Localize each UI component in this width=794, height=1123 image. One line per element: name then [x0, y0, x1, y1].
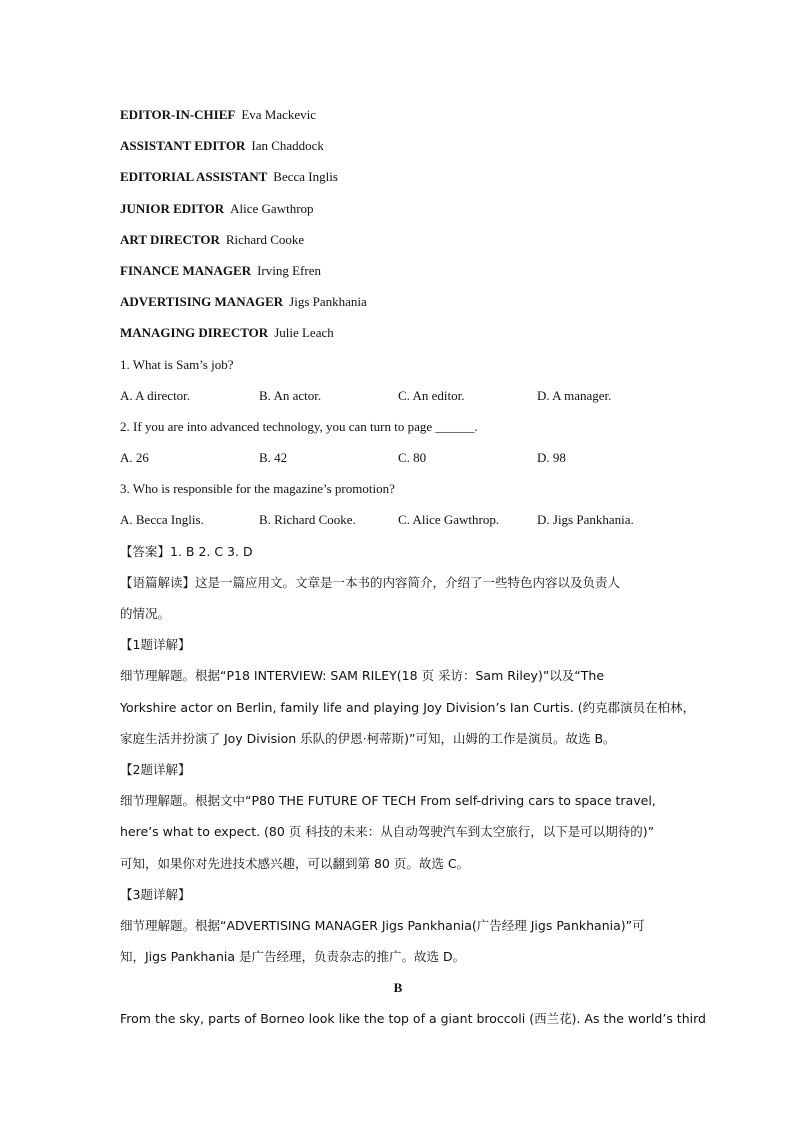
staff-name: Alice Gawthrop	[230, 200, 314, 216]
staff-row	[120, 317, 676, 348]
option-a: A. 26	[120, 450, 149, 466]
staff-name: Jigs Pankhania	[289, 294, 367, 310]
staff-name: Eva Mackevic	[241, 107, 317, 122]
detail-text: 细节理解题。根据“ADVERTISING MANAGER Jigs Pankhania(广告经理 Jigs Pankhania)”可	[120, 917, 645, 933]
option-b: B. An actor.	[259, 387, 322, 403]
option-c: C. Alice Gawthrop.	[398, 512, 500, 528]
detail-text: Yorkshire actor on Berlin, family life and playing Joy Division’s Ian Curtis. (约克郡演员在柏林，	[120, 699, 696, 715]
staff-row	[120, 130, 676, 161]
staff-role: ADVERTISING MANAGER	[120, 294, 284, 310]
question-stem: 2. If you are into advanced technology, you can turn to page ______.	[120, 418, 478, 434]
staff-name: Becca Inglis	[273, 169, 338, 185]
staff-row	[120, 161, 676, 192]
staff-row	[120, 99, 676, 130]
option-d: D. 98	[537, 450, 566, 466]
detail-heading: 【2题详解】	[120, 761, 191, 777]
staff-row	[120, 193, 676, 224]
document-page	[120, 99, 706, 1035]
staff-row	[120, 286, 676, 317]
answer-line: 【答案】1. B 2. C 3. D	[120, 543, 253, 559]
staff-role: FINANCE MANAGER	[120, 262, 252, 278]
question-options	[120, 442, 676, 473]
detail-text: here’s what to expect. (80 页 科技的未来：从自动驾驶汽车到太空旅行，以下是可以期待的)”	[120, 824, 655, 840]
question-stem: 1. What is Sam’s job?	[120, 356, 234, 372]
staff-name: Irving Efren	[257, 262, 321, 278]
detail-heading: 【1题详解】	[120, 637, 191, 653]
staff-role: MANAGING DIRECTOR	[120, 325, 269, 341]
option-a: A. A director.	[120, 387, 191, 403]
staff-name: Richard Cooke	[225, 231, 305, 247]
detail-text: 细节理解题。根据文中“P80 THE FUTURE OF TECH From self-driving cars to space travel,	[120, 793, 656, 809]
option-c: C. An editor.	[398, 387, 465, 403]
staff-name: Julie Leach	[274, 325, 334, 341]
passage-text: From the sky, parts of Borneo look like the top of a giant broccoli (西兰花). As the world’s third	[120, 1011, 706, 1027]
staff-row	[120, 224, 676, 255]
interpretation-text: 的情况。	[120, 606, 171, 621]
option-d: D. Jigs Pankhania.	[537, 512, 634, 528]
question-options	[120, 380, 676, 411]
question-options	[120, 504, 676, 535]
staff-role: EDITORIAL ASSISTANT	[120, 169, 268, 185]
staff-role: ART DIRECTOR	[120, 231, 220, 247]
option-c: C. 80	[398, 450, 427, 466]
option-b: B. 42	[259, 450, 288, 466]
detail-text: 细节理解题。根据“P18 INTERVIEW: SAM RILEY(18 页 采访：Sam Riley)”以及“The	[120, 668, 605, 684]
detail-text: 可知，如果你对先进技术感兴趣，可以翻到第 80 页。故选 C。	[120, 855, 470, 871]
detail-text: 家庭生活并扮演了 Joy Division 乐队的伊恩·柯蒂斯)”可知，山姆的工作是演员。故选 B。	[120, 730, 616, 746]
section-label: B	[393, 980, 403, 996]
staff-role: JUNIOR EDITOR	[120, 200, 225, 216]
question-stem: 3. Who is responsible for the magazine’s promotion?	[120, 481, 395, 497]
staff-role: ASSISTANT EDITOR	[120, 138, 246, 154]
staff-row	[120, 255, 676, 286]
option-a: A. Becca Inglis.	[120, 512, 204, 528]
option-d: D. A manager.	[537, 387, 612, 403]
staff-role: EDITOR-IN-CHIEF	[120, 107, 236, 122]
detail-text: 知，Jigs Pankhania 是广告经理，负责杂志的推广。故选 D。	[120, 949, 466, 965]
interpretation-text: 【语篇解读】这是一篇应用文。文章是一本书的内容简介，介绍了一些特色内容以及负责人	[120, 574, 621, 590]
staff-name: Ian Chaddock	[251, 138, 324, 154]
option-b: B. Richard Cooke.	[259, 512, 356, 528]
detail-heading: 【3题详解】	[120, 886, 191, 902]
